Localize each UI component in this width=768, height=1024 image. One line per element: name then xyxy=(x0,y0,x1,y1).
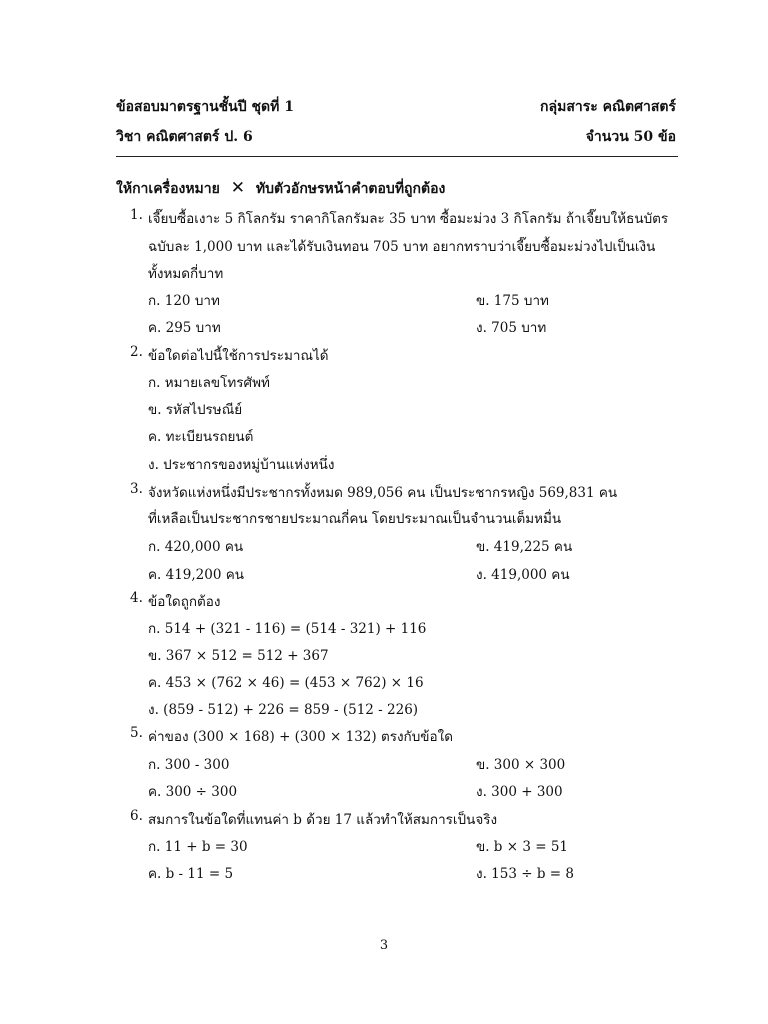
option-a: ก. หมายเลขโทรศัพท์ xyxy=(148,375,270,391)
option-b: ข. 367 × 512 = 512 + 367 xyxy=(148,648,329,664)
header-divider xyxy=(116,156,678,157)
question-text: จังหวัดแห่งหนึ่งมีประชากรทั้งหมด 989,056 คน เป็นประชากรหญิง 569,831 คน xyxy=(148,485,618,501)
option-a: ก. 120 บาท xyxy=(148,293,220,309)
option-a: ก. 300 - 300 xyxy=(148,757,230,773)
instruction-before: ให้กาเครื่องหมาย xyxy=(116,181,220,197)
option-a: ก. 420,000 คน xyxy=(148,539,244,555)
option-b: ข. 175 บาท xyxy=(476,293,549,309)
instruction-after: ทับตัวอักษรหน้าคำตอบที่ถูกต้อง xyxy=(255,181,446,197)
question-text: เจี๊ยบซื้อเงาะ 5 กิโลกรัม ราคากิโลกรัมละ 35 บาท ซื้อมะม่วง 3 กิโลกรัม ถ้าเจี๊ยบให้ธนบัตร xyxy=(148,211,669,227)
question-text: ฉบับละ 1,000 บาท และได้รับเงินทอน 705 บาท อยากทราบว่าเจี๊ยบซื้อมะม่วงไปเป็นเงิน xyxy=(148,239,656,255)
option-c: ค. 300 ÷ 300 xyxy=(148,784,238,800)
option-d: ง. 153 ÷ b = 8 xyxy=(476,866,574,882)
question-text: ทั้งหมดกี่บาท xyxy=(148,266,224,282)
subject-group: กลุ่มสาระ คณิตศาสตร์ xyxy=(540,99,676,115)
question-number: 2. xyxy=(130,344,143,360)
option-b: ข. b × 3 = 51 xyxy=(476,839,569,855)
question-text: สมการในข้อใดที่แทนค่า b ด้วย 17 แล้วทำให้สมการเป็นจริง xyxy=(148,812,498,828)
question-count: จำนวน 50 ข้อ xyxy=(585,129,676,145)
option-a: ก. 514 + (321 - 116) = (514 - 321) + 116 xyxy=(148,621,427,637)
option-b: ข. 300 × 300 xyxy=(476,757,566,773)
option-d: ง. 705 บาท xyxy=(476,320,547,336)
question-number: 1. xyxy=(130,207,143,223)
question-text: ข้อใดถูกต้อง xyxy=(148,594,221,610)
question-text: ค่าของ (300 × 168) + (300 × 132) ตรงกับข้อใด xyxy=(148,729,453,745)
exam-title: ข้อสอบมาตรฐานชั้นปี ชุดที่ 1 xyxy=(116,99,294,115)
option-d: ง. ประชากรของหมู่บ้านแห่งหนึ่ง xyxy=(148,457,335,473)
page-number: 3 xyxy=(379,938,389,953)
question-text: ที่เหลือเป็นประชากรชายประมาณกี่คน โดยประมาณเป็นจำนวนเต็มหมื่น xyxy=(148,511,562,527)
question-number: 5. xyxy=(130,725,143,741)
option-c: ค. b - 11 = 5 xyxy=(148,866,234,882)
option-a: ก. 11 + b = 30 xyxy=(148,839,248,855)
question-number: 3. xyxy=(130,481,143,497)
option-d: ง. (859 - 512) + 226 = 859 - (512 - 226) xyxy=(148,702,419,718)
question-number: 6. xyxy=(130,808,143,824)
option-d: ง. 300 + 300 xyxy=(476,784,563,800)
option-b: ข. 419,225 คน xyxy=(476,539,573,555)
question-number: 4. xyxy=(130,590,143,606)
option-c: ค. 453 × (762 × 46) = (453 × 762) × 16 xyxy=(148,675,424,691)
instruction xyxy=(116,178,445,200)
option-c: ค. ทะเบียนรถยนต์ xyxy=(148,429,254,445)
option-d: ง. 419,000 คน xyxy=(476,567,570,583)
option-b: ข. รหัสไปรษณีย์ xyxy=(148,402,243,418)
option-c: ค. 419,200 คน xyxy=(148,567,244,583)
subject-grade: วิชา คณิตศาสตร์ ป. 6 xyxy=(116,129,253,145)
question-text: ข้อใดต่อไปนี้ใช้การประมาณได้ xyxy=(148,348,329,364)
cross-mark-icon: ✕ xyxy=(230,178,245,198)
option-c: ค. 295 บาท xyxy=(148,320,221,336)
